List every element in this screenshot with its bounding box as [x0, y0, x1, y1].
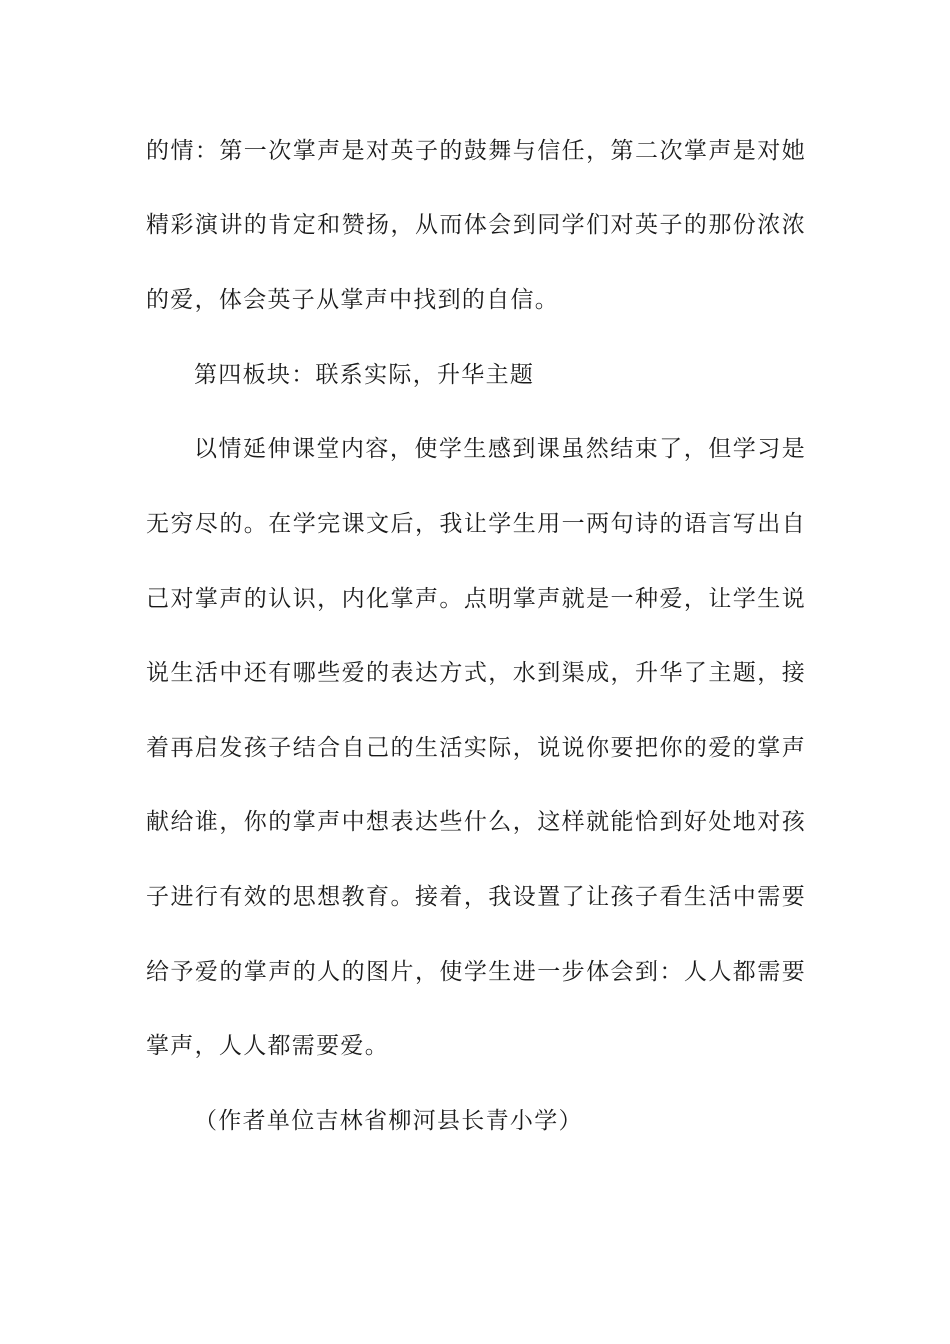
paragraph-line: 的情：第一次掌声是对英子的鼓舞与信任，第二次掌声是对她 [146, 138, 806, 164]
paragraph-line: 献给谁，你的掌声中想表达些什么，这样就能恰到好处地对孩 [146, 809, 806, 835]
paragraph-line: 着再启发孩子结合自己的生活实际，说说你要把你的爱的掌声 [146, 735, 806, 761]
paragraph-line: 以情延伸课堂内容，使学生感到课虽然结束了，但学习是 [194, 436, 806, 462]
paragraph-line: 的爱，体会英子从掌声中找到的自信。 [146, 287, 560, 313]
paragraph-line: 己对掌声的认识，内化掌声。点明掌声就是一种爱，让学生说 [146, 586, 806, 612]
paragraph-line: 精彩演讲的肯定和赞扬，从而体会到同学们对英子的那份浓浓 [146, 212, 806, 238]
paragraph-line: 掌声，人人都需要爱。 [146, 1033, 389, 1059]
paragraph-line: 给予爱的掌声的人的图片，使学生进一步体会到：人人都需要 [146, 959, 806, 985]
paragraph-line: 说生活中还有哪些爱的表达方式，水到渠成，升华了主题，接 [146, 660, 806, 686]
paragraph-line: 无穷尽的。在学完课文后，我让学生用一两句诗的语言写出自 [146, 511, 806, 537]
section-heading: 第四板块：联系实际，升华主题 [194, 362, 535, 388]
paragraph-line: 子进行有效的思想教育。接着，我设置了让孩子看生活中需要 [146, 884, 806, 910]
author-note: （作者单位吉林省柳河县长青小学） [194, 1108, 583, 1134]
